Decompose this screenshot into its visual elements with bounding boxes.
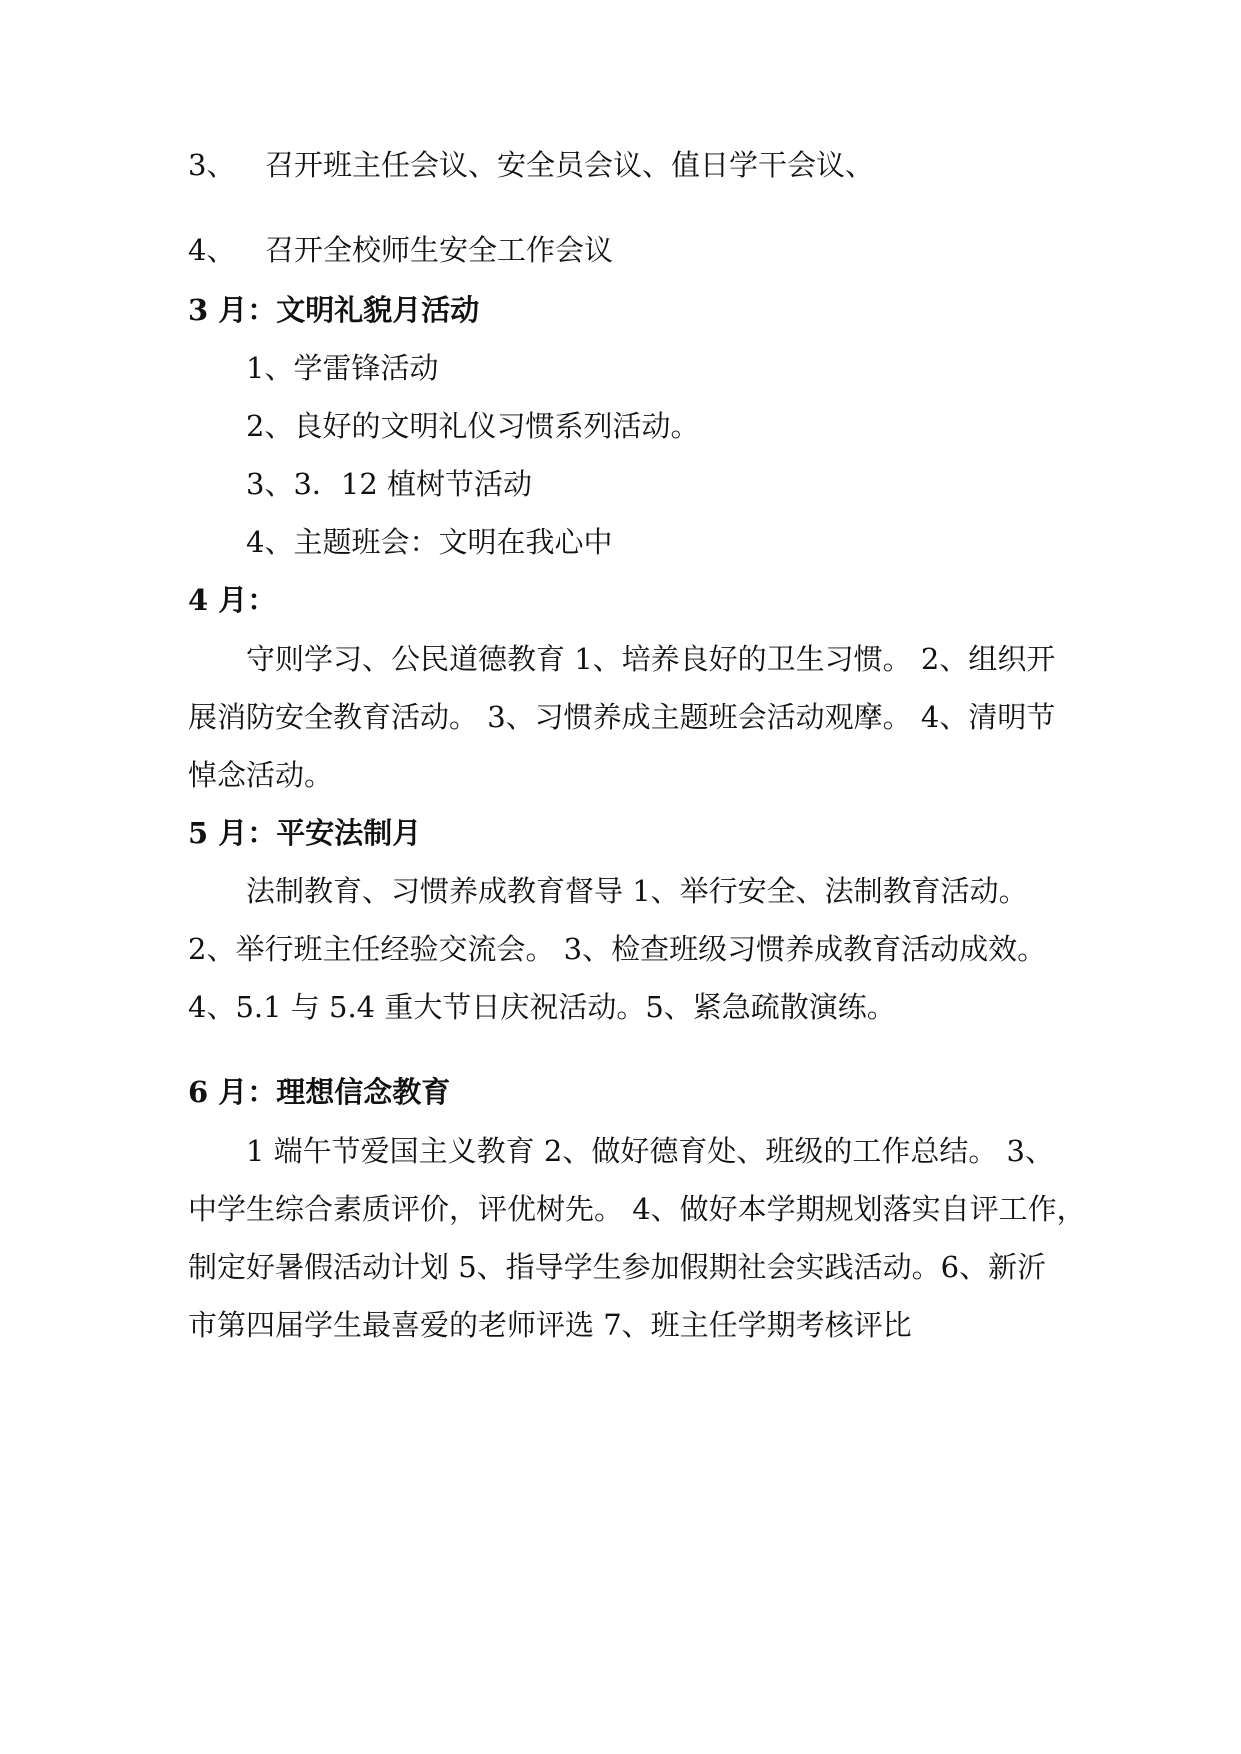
agenda-text: 召开班主任会议、安全员会议、值日学干会议、 [265, 148, 875, 182]
march-item-text: 3、3．12 植树节活动 [246, 467, 533, 501]
paragraph-line: 市第四届学生最喜爱的老师评选 7、班主任学期考核评比 [188, 1308, 912, 1342]
month-heading-june: 6 月：理想信念教育 [188, 1075, 451, 1109]
paragraph-line: 展消防安全教育活动。 3、习惯养成主题班会活动观摩。 4、清明节 [188, 700, 1056, 734]
paragraph-line: 4、5.1 与 5.4 重大节日庆祝活动。5、紧急疏散演练。 [188, 990, 896, 1024]
march-item-text: 1、学雷锋活动 [246, 351, 439, 385]
paragraph-line: 守则学习、公民道德教育 1、培养良好的卫生习惯。 2、组织开 [246, 642, 1056, 676]
paragraph-line: 制定好暑假活动计划 5、指导学生参加假期社会实践活动。6、新沂 [188, 1250, 1047, 1284]
agenda-number: 4、 [188, 233, 236, 267]
paragraph-line: 中学生综合素质评价，评优树先。 4、做好本学期规划落实自评工作， [188, 1192, 1086, 1226]
agenda-number: 3、 [188, 148, 236, 182]
paragraph-line: 2、举行班主任经验交流会。 3、检查班级习惯养成教育活动成效。 [188, 932, 1047, 966]
paragraph-line: 1 端午节爱国主义教育 2、做好德育处、班级的工作总结。 3、 [246, 1134, 1055, 1168]
march-item-text: 4、主题班会：文明在我心中 [246, 525, 613, 559]
agenda-text: 召开全校师生安全工作会议 [265, 233, 614, 267]
paragraph-line: 悼念活动。 [188, 758, 334, 792]
paragraph-line: 法制教育、习惯养成教育督导 1、举行安全、法制教育活动。 [246, 874, 1028, 908]
march-item-text: 2、良好的文明礼仪习惯系列活动。 [246, 409, 700, 443]
month-heading-may: 5 月：平安法制月 [188, 816, 422, 850]
month-heading-april: 4 月： [188, 583, 277, 617]
month-heading-march: 3 月：文明礼貌月活动 [188, 293, 480, 327]
